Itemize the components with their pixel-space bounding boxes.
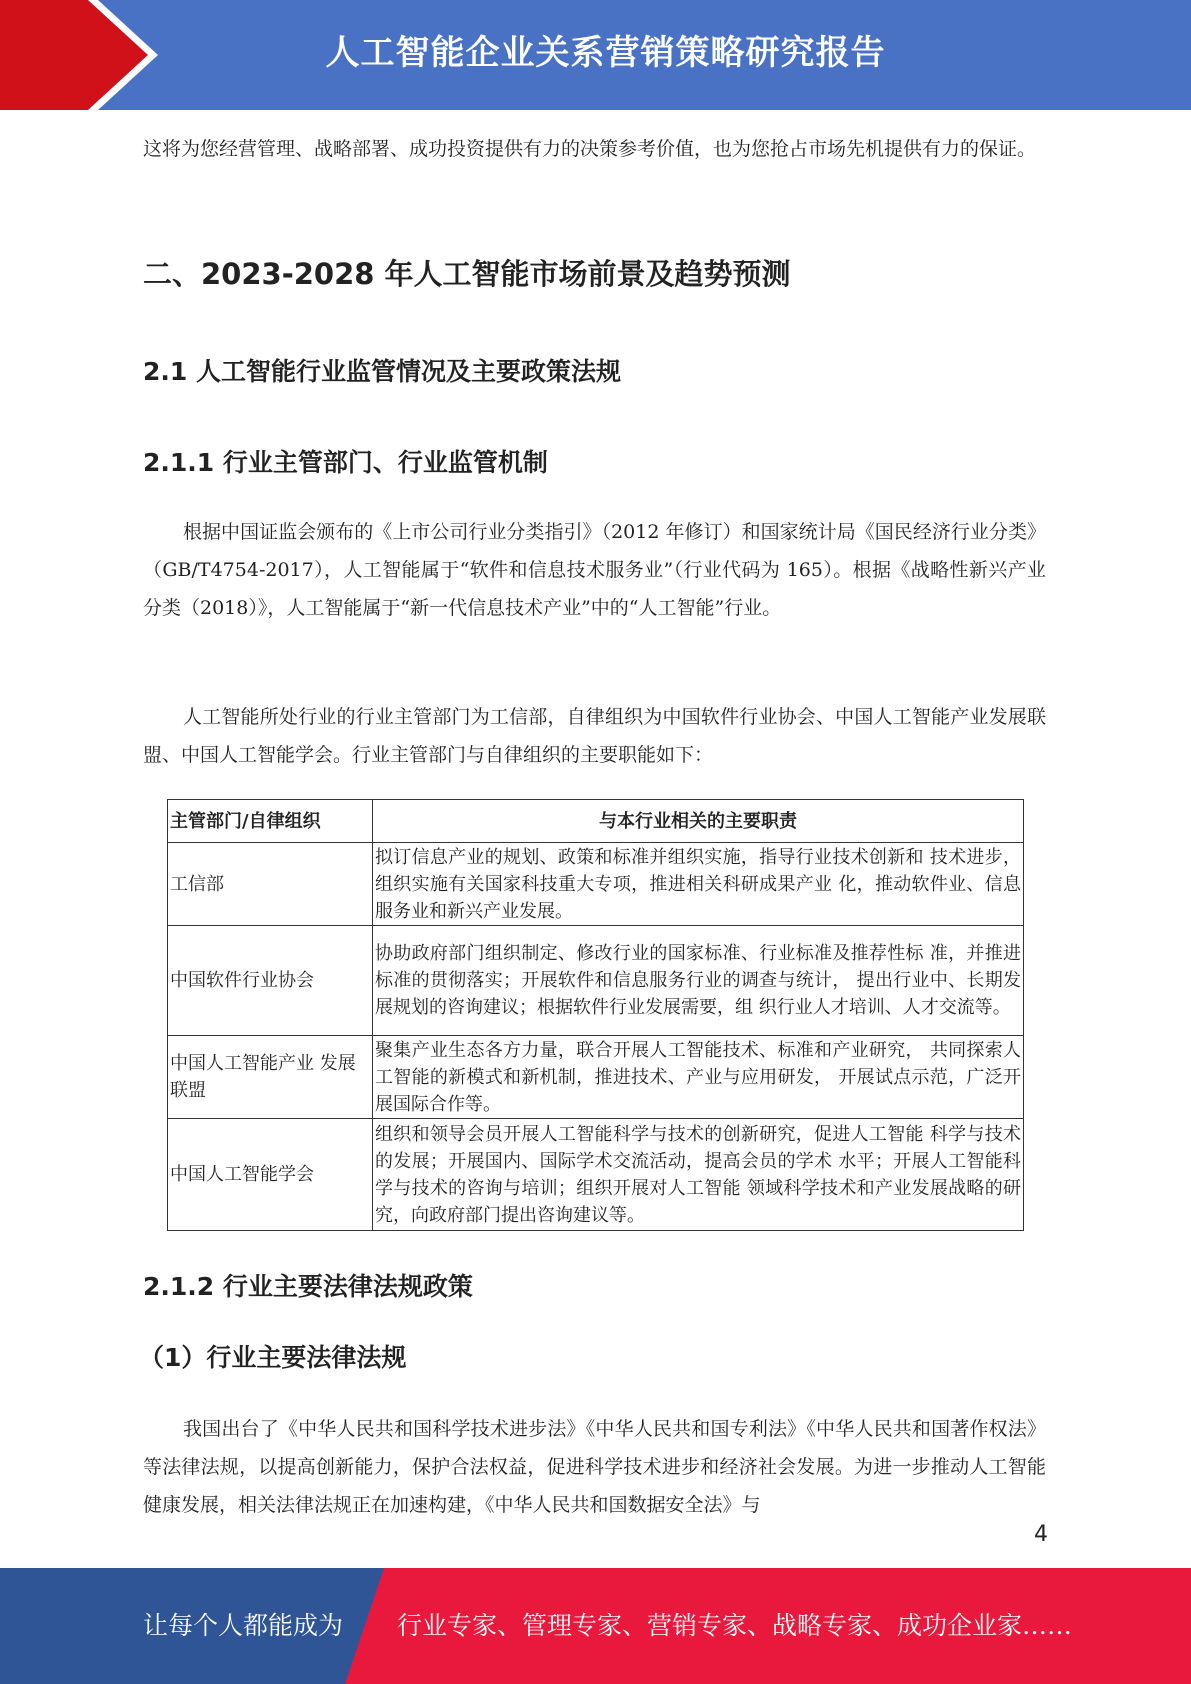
paragraph-regulators: 人工智能所处行业的行业主管部门为工信部，自律组织为中国软件行业协会、中国人工智能产业发展联盟、中国人工智能学会。行业主管部门与自律组织的主要职能如下： [143, 706, 1046, 766]
subsection-heading-2-1-2: 2.1.2 行业主要法律法规政策 [143, 1272, 473, 1301]
table-cell-org: 中国软件行业协会 [168, 926, 373, 1036]
table-row [168, 926, 1024, 1036]
table-header-row [168, 800, 1024, 843]
table-cell-duty: 拟订信息产业的规划、政策和标准并组织实施，指导行业技术创新和 技术进步，组织实施有关国家科技重大专项，推进相关科研成果产业 化，推动软件业、信息服务业和新兴产业发展。 [373, 843, 1024, 926]
table-cell-org: 中国人工智能学会 [168, 1119, 373, 1231]
subsection-heading-2-1: 2.1 人工智能行业监管情况及主要政策法规 [143, 357, 621, 386]
table-cell-duty: 聚集产业生态各方力量，联合开展人工智能技术、标准和产业研究， 共同探索人工智能的新模式和新机制，推进技术、产业与应用研发， 开展试点示范，广泛开展国际合作等。 [373, 1036, 1024, 1119]
table-row [168, 843, 1024, 926]
page-number: 4 [1034, 1522, 1048, 1547]
footer-slogan-right: 行业专家、管理专家、营销专家、战略专家、成功企业家…… [397, 1611, 1073, 1640]
regulators-table [167, 799, 1024, 1231]
subsection-heading-2-1-1: 2.1.1 行业主管部门、行业监管机制 [143, 448, 548, 477]
table-row [168, 1036, 1024, 1119]
table-cell-org: 工信部 [168, 843, 373, 926]
footer-slogan-left: 让每个人都能成为 [143, 1611, 344, 1640]
table-row [168, 1119, 1024, 1231]
table-cell-org: 中国人工智能产业 发展联盟 [168, 1036, 373, 1119]
table-header-org: 主管部门/自律组织 [168, 800, 373, 843]
paragraph-classification: 根据中国证监会颁布的《上市公司行业分类指引》（2012 年修订）和国家统计局《国民经济行业分类》（GB/T4754-2017），人工智能属于“软件和信息技术服务业”（行业代码为 165）。根据《战略性新兴产业分类（2018）》，人工智能属于“新一代信息技术产业”中的“人工智能”行业。 [143, 521, 1046, 619]
report-title: 人工智能企业关系营销策略研究报告 [325, 33, 886, 73]
section-heading: 二、2023-2028 年人工智能市场前景及趋势预测 [143, 257, 791, 291]
intro-paragraph: 这将为您经营管理、战略部署、成功投资提供有力的决策参考价值，也为您抢占市场先机提供有力的保证。 [143, 138, 1037, 160]
table-cell-duty: 组织和领导会员开展人工智能科学与技术的创新研究，促进人工智能 科学与技术的发展；开展国内、国际学术交流活动，提高会员的学术 水平；开展人工智能科学与技术的咨询与培训；组织开展对人工智能 领域科学技术和产业发展战略的研究，向政府部门提出咨询建议等。 [373, 1119, 1024, 1231]
page-footer [0, 1568, 1191, 1684]
subsection-heading-laws: （1）行业主要法律法规 [139, 1343, 407, 1372]
table-header-duty: 与本行业相关的主要职责 [373, 800, 1024, 843]
table-cell-duty: 协助政府部门组织制定、修改行业的国家标准、行业标准及推荐性标 准，并推进标准的贯彻落实；开展软件和信息服务行业的调查与统计， 提出行业中、长期发展规划的咨询建议；根据软件行业发展需要，组 织行业人才培训、人才交流等。 [373, 926, 1024, 1036]
page-header [0, 0, 1191, 110]
paragraph-laws: 我国出台了《中华人民共和国科学技术进步法》《中华人民共和国专利法》《中华人民共和国著作权法》等法律法规，以提高创新能力，保护合法权益，促进科学技术进步和经济社会发展。为进一步推动人工智能健康发展，相关法律法规正在加速构建，《中华人民共和国数据安全法》与 [143, 1418, 1046, 1516]
